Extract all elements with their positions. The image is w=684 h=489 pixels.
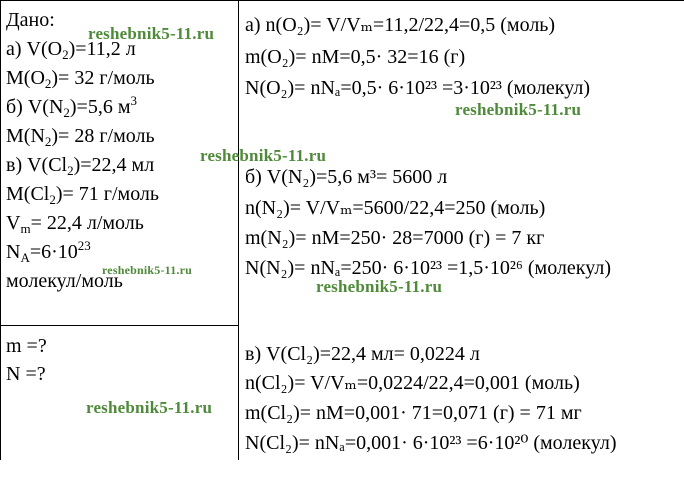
find-mass: m =?	[6, 335, 47, 357]
solution-a-line: m(O₂)= nM=0,5· 32=16 (г)	[245, 46, 466, 68]
border-left	[0, 0, 1, 460]
solution-c-line: n(Cl₂)= V/Vₘ=0,0224/22,4=0,001 (моль)	[245, 372, 580, 394]
given-line: $M(Cl_2)= 71$ г/моль	[6, 183, 160, 207]
solution-a-line: а) n(O₂)= V/Vₘ=11,2/22,4=0,5 (моль)	[245, 14, 556, 36]
watermark: reshebnik5-11.ru	[200, 146, 327, 165]
solution-c-line: m(Cl₂)= nM=0,001· 71=0,071 (г) = 71 мг	[245, 402, 582, 424]
column-divider	[238, 0, 239, 460]
given-line: $M(O_2)= 32$ г/моль	[6, 67, 155, 91]
watermark: reshebnik5-11.ru	[316, 277, 443, 296]
watermark: reshebnik5-11.ru	[455, 100, 582, 119]
given-line: $N_A=6\cdot 10^{23}$	[6, 238, 91, 265]
given-line: а) $V(O_2)=11,2$ л	[6, 38, 136, 62]
given-line: в) $V(Cl_2)=22,4$ мл	[6, 154, 155, 178]
watermark: reshebnik5-11.ru	[86, 398, 213, 417]
given-line: $V_m= 22,4$ л/моль	[6, 212, 144, 236]
watermark: reshebnik5-11.ru	[88, 24, 215, 43]
solution-b-line: m(N₂)= nM=250· 28=7000 (г) = 7 кг	[245, 227, 545, 249]
solution-a-line: N(O₂)= nNₐ=0,5· 6·10²³ =3·10²³ (молекул)	[245, 77, 590, 99]
given-find-divider	[0, 325, 239, 326]
solution-c-line: N(Cl₂)= nNₐ=0,001· 6·10²³ =6·10²⁰ (молекул)	[245, 432, 617, 454]
given-heading: Дано:	[6, 9, 55, 31]
solution-b-line: N(N₂)= nNₐ=250· 6·10²³ =1,5·10²⁶ (молекул)	[245, 257, 611, 279]
given-line: б) $V(N_2)=5,6$ $м^3$	[6, 93, 137, 120]
border-top	[0, 0, 684, 1]
solution-b-line: б) V(N₂)=5,6 м³= 5600 л	[245, 166, 448, 188]
find-count: N =?	[6, 363, 46, 385]
solution-b-line: n(N₂)= V/Vₘ=5600/22,4=250 (моль)	[245, 197, 546, 219]
given-line: $M(N_2)= 28$ г/моль	[6, 125, 155, 149]
given-line: молекул/моль	[6, 270, 123, 292]
watermark: reshebnik5-11.ru	[102, 263, 192, 277]
solution-c-line: в) V(Cl₂)=22,4 мл= 0,0224 л	[245, 343, 480, 365]
